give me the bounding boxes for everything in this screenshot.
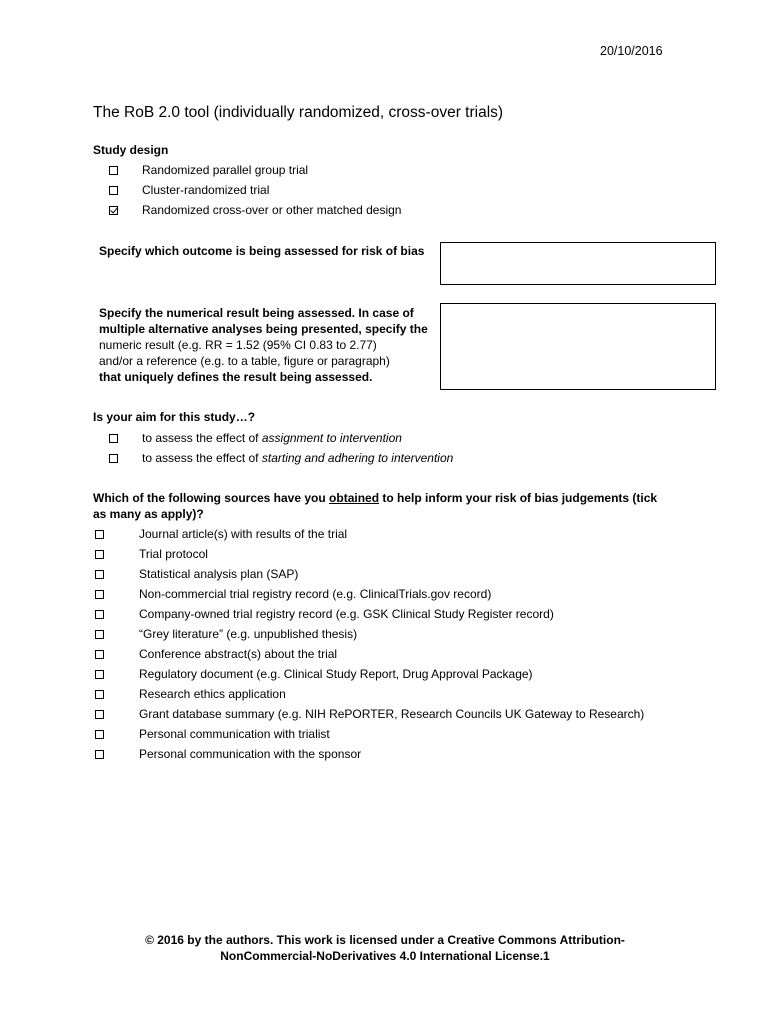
- license-footer: [90, 932, 680, 964]
- option-prefix: to assess the effect of: [142, 451, 262, 465]
- source-item[interactable]: [95, 725, 330, 743]
- footer-line: © 2016 by the authors. This work is licensed under a Creative Commons Attribution-: [145, 933, 625, 947]
- source-item[interactable]: [95, 665, 533, 683]
- source-item[interactable]: [95, 585, 491, 603]
- checkbox-icon[interactable]: [95, 730, 104, 739]
- checkbox-icon[interactable]: [95, 590, 104, 599]
- source-label: Research ethics application: [139, 687, 286, 701]
- option-emphasis: assignment to intervention: [261, 431, 402, 445]
- option-label: Cluster-randomized trial: [142, 183, 270, 197]
- checkbox-icon[interactable]: [109, 454, 118, 463]
- source-item[interactable]: [95, 605, 554, 623]
- source-label: Personal communication with the sponsor: [139, 747, 362, 761]
- source-label: “Grey literature” (e.g. unpublished thesis): [139, 627, 358, 641]
- page-title: The RoB 2.0 tool (individually randomized, cross-over trials): [93, 104, 504, 121]
- checkbox-icon[interactable]: [95, 670, 104, 679]
- aim-option-adhering[interactable]: [109, 449, 453, 467]
- heading-underlined: obtained: [329, 491, 380, 505]
- source-item[interactable]: [95, 625, 357, 643]
- aim-heading: Is your aim for this study…?: [93, 410, 256, 424]
- option-label: [142, 431, 402, 445]
- sources-heading: [93, 490, 657, 522]
- source-label: Conference abstract(s) about the trial: [139, 647, 338, 661]
- source-label: Regulatory document (e.g. Clinical Study Report, Drug Approval Package): [139, 667, 533, 681]
- option-label: Randomized parallel group trial: [142, 163, 309, 177]
- aim-option-assignment[interactable]: [109, 429, 402, 447]
- checkbox-icon[interactable]: [95, 630, 104, 639]
- source-item[interactable]: [95, 545, 208, 563]
- document-date: 20/10/2016: [600, 44, 663, 58]
- study-design-heading: Study design: [93, 143, 169, 157]
- label-line: Specify the numerical result being assessed. In case of: [99, 306, 414, 320]
- checkbox-icon[interactable]: [95, 610, 104, 619]
- label-line: numeric result (e.g. RR = 1.52 (95% CI 0.83 to 2.77): [99, 338, 377, 352]
- checked-checkbox-icon[interactable]: [109, 206, 118, 215]
- source-label: Company-owned trial registry record (e.g. GSK Clinical Study Register record): [139, 607, 554, 621]
- checkbox-icon[interactable]: [95, 710, 104, 719]
- source-label: Trial protocol: [139, 547, 208, 561]
- checkbox-icon[interactable]: [95, 650, 104, 659]
- source-item[interactable]: [95, 705, 644, 723]
- study-design-option-cluster[interactable]: [109, 181, 269, 199]
- heading-line2: as many as apply)?: [93, 507, 204, 521]
- source-item[interactable]: [95, 645, 337, 663]
- option-label: Randomized cross-over or other matched design: [142, 203, 402, 217]
- source-item[interactable]: [95, 525, 347, 543]
- label-line: multiple alternative analyses being presented, specify the: [99, 322, 428, 336]
- source-label: Personal communication with trialist: [139, 727, 330, 741]
- source-item[interactable]: [95, 565, 298, 583]
- checkbox-icon[interactable]: [109, 166, 118, 175]
- label-line: that uniquely defines the result being assessed.: [99, 370, 373, 384]
- checkbox-icon[interactable]: [95, 550, 104, 559]
- source-label: Statistical analysis plan (SAP): [139, 567, 299, 581]
- label-line: and/or a reference (e.g. to a table, figure or paragraph): [99, 354, 390, 368]
- source-label: Non-commercial trial registry record (e.g. ClinicalTrials.gov record): [139, 587, 492, 601]
- footer-line: NonCommercial-NoDerivatives 4.0 International License.1: [220, 949, 550, 963]
- numerical-result-label: [99, 305, 428, 385]
- heading-text: to help inform your risk of bias judgements (tick: [379, 491, 658, 505]
- heading-text: Which of the following sources have you: [93, 491, 330, 505]
- checkbox-icon[interactable]: [95, 530, 104, 539]
- option-label: [142, 451, 453, 465]
- source-item[interactable]: [95, 745, 361, 763]
- source-label: Journal article(s) with results of the trial: [139, 527, 348, 541]
- checkbox-icon[interactable]: [109, 434, 118, 443]
- study-design-option-crossover[interactable]: [109, 201, 401, 219]
- checkbox-icon[interactable]: [95, 570, 104, 579]
- checkbox-icon[interactable]: [109, 186, 118, 195]
- option-prefix: to assess the effect of: [142, 431, 262, 445]
- numerical-result-field[interactable]: [440, 303, 716, 390]
- checkbox-icon[interactable]: [95, 750, 104, 759]
- source-item[interactable]: [95, 685, 286, 703]
- checkbox-icon[interactable]: [95, 690, 104, 699]
- option-emphasis: starting and adhering to intervention: [261, 451, 454, 465]
- study-design-option-parallel[interactable]: [109, 161, 308, 179]
- source-label: Grant database summary (e.g. NIH RePORTER, Research Councils UK Gateway to Research): [139, 707, 645, 721]
- outcome-label: Specify which outcome is being assessed for risk of bias: [99, 244, 425, 258]
- outcome-field[interactable]: [440, 242, 716, 285]
